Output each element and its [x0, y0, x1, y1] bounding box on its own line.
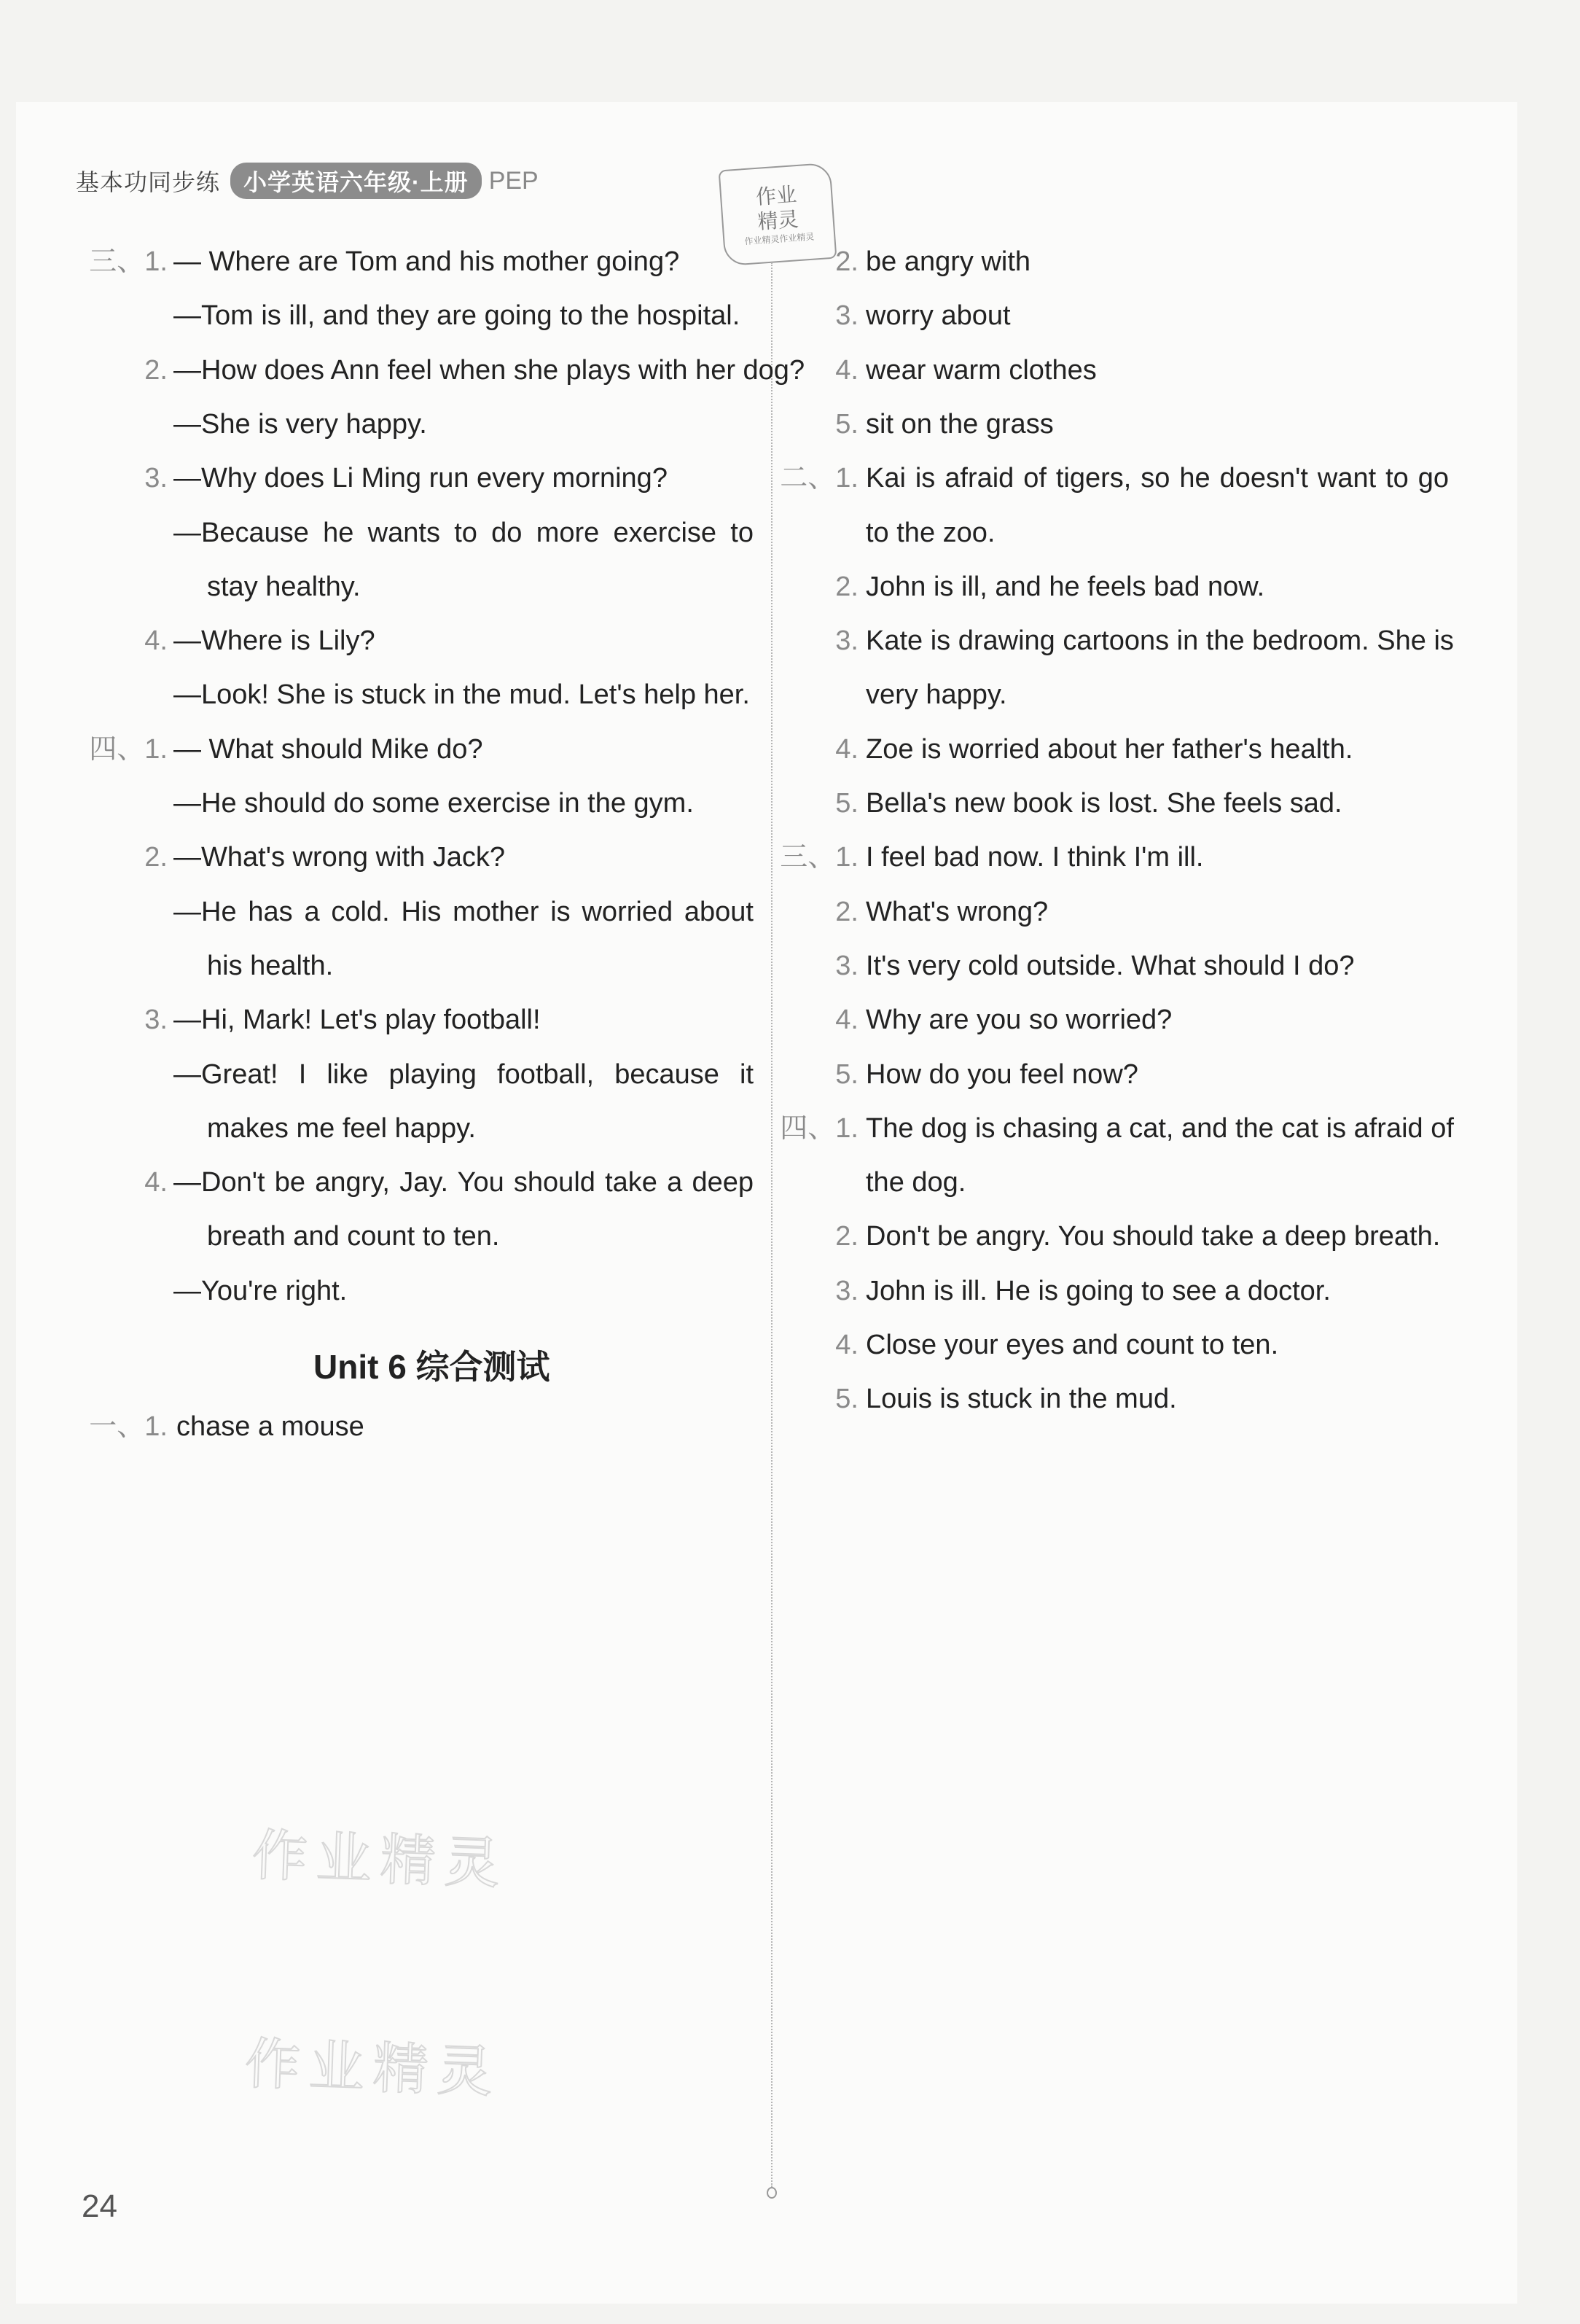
question-number: 三、1. — [780, 842, 859, 873]
watermark: 作业精灵 — [251, 1822, 510, 1897]
answer-text: —She is very happy. — [173, 408, 427, 440]
answer-line — [793, 776, 1449, 830]
answer-text: stay healthy. — [207, 571, 361, 602]
answer-text: The dog is chasing a cat, and the cat is afraid of — [866, 1112, 1454, 1144]
answer-text: —He should do some exercise in the gym. — [173, 788, 694, 819]
question-number: 4. — [835, 1005, 859, 1036]
answer-line — [793, 993, 1449, 1047]
answer-text: —Don't be angry, Jay. You should take a deep — [173, 1167, 754, 1198]
answer-text: sit on the grass — [866, 408, 1054, 440]
question-number: 四、1. — [780, 1112, 859, 1144]
answer-line — [793, 1155, 1449, 1209]
answer-line — [98, 993, 754, 1047]
answer-text: How do you feel now? — [866, 1058, 1138, 1090]
question-number: 2. — [144, 842, 168, 873]
answer-text: breath and count to ten. — [207, 1221, 500, 1252]
answer-text: —How does Ann feel when she plays with her dog? — [173, 354, 805, 386]
answer-line — [780, 1101, 1454, 1155]
question-number: 一、1. — [89, 1411, 168, 1442]
answer-text: makes me feel happy. — [207, 1112, 476, 1144]
edition-label: PEP — [488, 166, 539, 195]
answer-line — [793, 235, 1449, 289]
answer-line — [793, 722, 1449, 776]
answer-text: very happy. — [866, 679, 1007, 711]
answer-line — [793, 614, 1454, 668]
question-number: 4. — [144, 625, 168, 657]
answer-text: be angry with — [866, 246, 1031, 277]
question-number: 4. — [835, 354, 859, 386]
answer-line — [793, 560, 1449, 614]
answer-line — [793, 397, 1449, 451]
column-divider — [771, 262, 773, 2187]
answer-text: Kate is drawing cartoons in the bedroom. She is — [866, 625, 1454, 657]
question-number: 2. — [835, 1221, 859, 1252]
answer-text: —Look! She is stuck in the mud. Let's help her. — [173, 679, 750, 711]
answer-line — [793, 939, 1449, 993]
question-number: 5. — [835, 1384, 859, 1415]
question-number: 5. — [835, 788, 859, 819]
answer-text: —You're right. — [173, 1275, 348, 1306]
answer-line — [98, 506, 754, 560]
answer-line — [793, 289, 1449, 343]
answer-text: —Where is Lily? — [173, 625, 375, 657]
answer-text: chase a mouse — [176, 1411, 364, 1442]
answer-text: —Great! I like playing football, because it — [173, 1058, 754, 1090]
question-number: 3. — [144, 1005, 168, 1036]
page-header — [76, 165, 539, 197]
answer-line — [89, 722, 754, 776]
answer-line — [98, 830, 754, 884]
answer-text: Bella's new book is lost. She feels sad. — [866, 788, 1342, 819]
question-number: 4. — [144, 1167, 168, 1198]
answer-line — [98, 885, 754, 939]
book-title-badge: 小学英语六年级·上册 — [230, 163, 482, 199]
question-number: 四、1. — [89, 733, 168, 765]
answer-text: — What should Mike do? — [173, 733, 483, 765]
answer-line — [98, 939, 754, 993]
page-number: 24 — [82, 2188, 117, 2224]
answer-line — [98, 776, 754, 830]
answer-line — [793, 1048, 1449, 1101]
series-title: 基本功同步练 — [76, 169, 221, 195]
answer-line — [98, 1048, 754, 1101]
answer-line — [98, 1209, 754, 1263]
question-number: 2. — [835, 571, 859, 602]
answer-text: his health. — [207, 950, 334, 981]
question-number: 5. — [835, 408, 859, 440]
answer-text: —What's wrong with Jack? — [173, 842, 505, 873]
answer-line — [98, 560, 754, 614]
question-number: 2. — [144, 354, 168, 386]
question-number: 4. — [835, 1330, 859, 1360]
answer-text: Kai is afraid of tigers, so he doesn't want to go — [866, 463, 1449, 494]
question-number: 2. — [835, 246, 859, 277]
answer-line — [89, 235, 754, 289]
answer-line — [98, 1264, 754, 1318]
answer-line — [793, 1318, 1449, 1372]
answer-line — [98, 397, 754, 451]
question-number: 3. — [835, 625, 859, 657]
answer-line — [793, 1209, 1449, 1263]
question-number: 2. — [835, 896, 859, 927]
answer-text: It's very cold outside. What should I do? — [866, 950, 1355, 981]
question-number: 3. — [144, 463, 168, 494]
answer-text: —Why does Li Ming run every morning? — [173, 463, 668, 494]
answer-line — [98, 1101, 754, 1155]
answer-line — [98, 614, 754, 668]
watermark: 作业精灵 — [243, 2030, 503, 2105]
question-number: 二、1. — [780, 463, 859, 494]
answer-text: Close your eyes and count to ten. — [866, 1330, 1279, 1360]
answer-text: John is ill. He is going to see a doctor. — [866, 1275, 1331, 1306]
answer-text: — Where are Tom and his mother going? — [173, 246, 680, 277]
answer-line — [98, 343, 805, 397]
answer-line — [780, 830, 1449, 884]
answer-text: John is ill, and he feels bad now. — [866, 571, 1265, 602]
answer-text: Don't be angry. You should take a deep breath. — [866, 1221, 1441, 1252]
answer-text: —Tom is ill, and they are going to the hospital. — [173, 300, 740, 332]
answer-line — [89, 1400, 754, 1454]
answer-line — [793, 1372, 1449, 1426]
answer-text: Zoe is worried about her father's health. — [866, 733, 1353, 765]
answer-line — [793, 343, 1449, 397]
answer-text: —Because he wants to do more exercise to — [173, 517, 754, 548]
divider-end-mark — [767, 2187, 777, 2199]
question-number: 3. — [835, 950, 859, 981]
answer-text: Why are you so worried? — [866, 1005, 1173, 1036]
answer-text: —He has a cold. His mother is worried about — [173, 896, 754, 927]
answer-line — [98, 451, 754, 505]
answer-line — [793, 668, 1449, 722]
answer-line — [98, 1155, 754, 1209]
answer-text: What's wrong? — [866, 896, 1049, 927]
brand-stamp-logo: 作业 精灵 作业精灵作业精灵 — [719, 163, 837, 266]
question-number: 三、1. — [89, 246, 168, 277]
answer-text: —Hi, Mark! Let's play football! — [173, 1005, 541, 1036]
answer-text: to the zoo. — [866, 517, 996, 548]
answer-line — [98, 668, 754, 722]
answer-text: Louis is stuck in the mud. — [866, 1384, 1177, 1415]
answer-line — [793, 1264, 1449, 1318]
answer-line — [793, 506, 1449, 560]
answer-line — [780, 451, 1449, 505]
answer-text: I feel bad now. I think I'm ill. — [866, 842, 1204, 873]
answer-text: the dog. — [866, 1167, 966, 1198]
answer-line — [793, 885, 1449, 939]
answer-text: worry about — [866, 300, 1011, 332]
question-number: 5. — [835, 1058, 859, 1090]
question-number: 4. — [835, 733, 859, 765]
question-number: 3. — [835, 300, 859, 332]
answer-line — [98, 289, 754, 343]
answer-text: wear warm clothes — [866, 354, 1097, 386]
question-number: 3. — [835, 1275, 859, 1306]
unit-title: Unit 6 综合测试 — [313, 1348, 550, 1386]
